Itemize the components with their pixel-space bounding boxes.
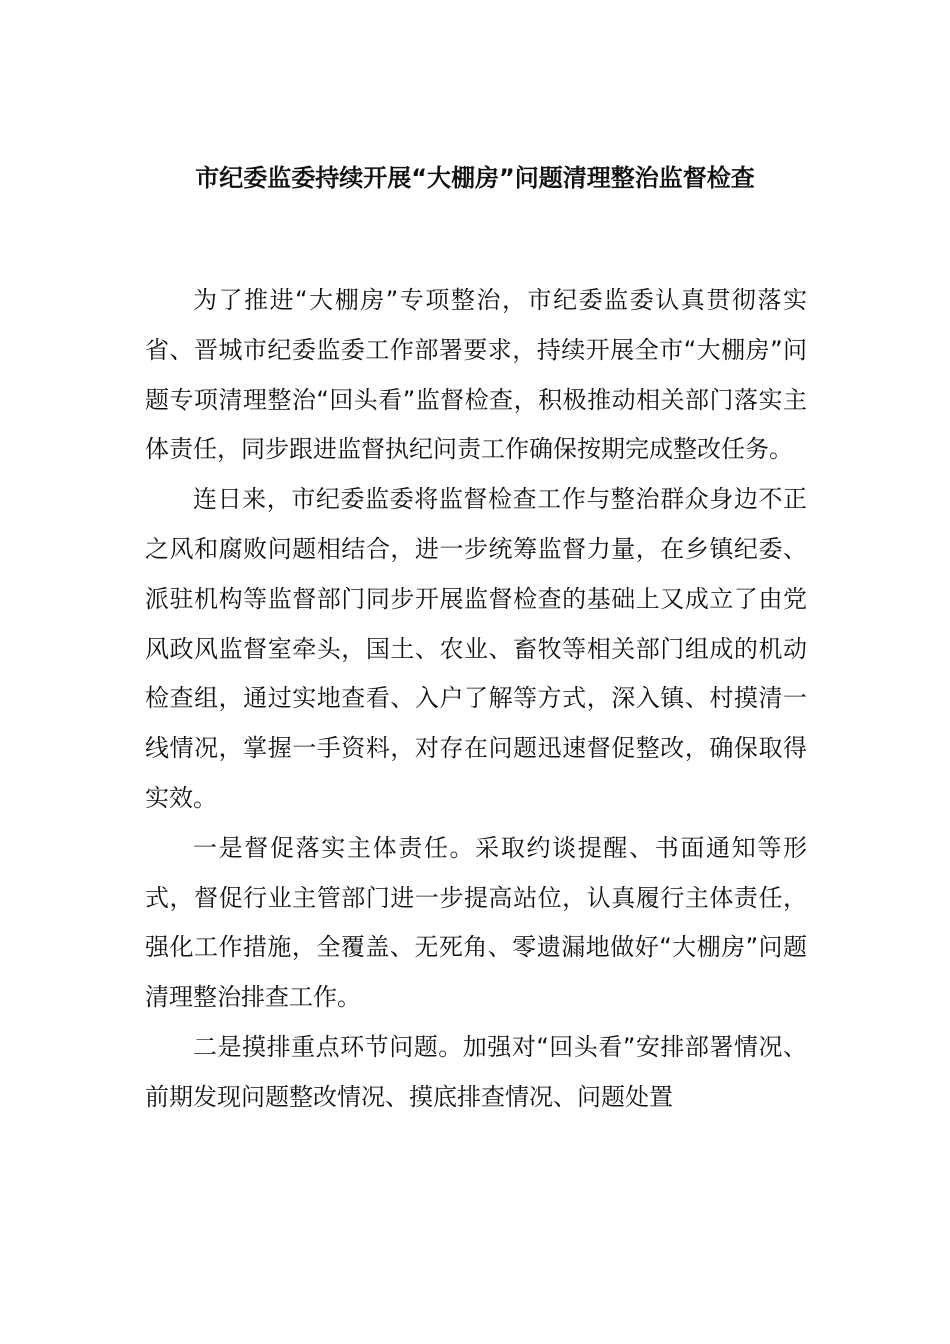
paragraph-2: 连日来，市纪委监委将监督检查工作与整治群众身边不正之风和腐败问题相结合，进一步统筹监督力量，在乡镇纪委、派驻机构等监督部门同步开展监督检查的基础上又成立了由党风政风监督室牵头，国土、农业、畜牧等相关部门组成的机动检查组，通过实地查看、入户了解等方式，深入镇、村摸清一线情况，掌握一手资料，对存在问题迅速督促整改，确保取得实效。 bbox=[145, 485, 807, 812]
document-title: 市纪委监委持续开展“大棚房”问题清理整治监督检查 bbox=[195, 164, 755, 192]
document-body bbox=[145, 276, 807, 1123]
paragraph-4: 二是摸排重点环节问题。加强对“回头看”安排部署情况、前期发现问题整改情况、摸底排查情况、问题处置 bbox=[145, 1032, 807, 1111]
paragraph-1: 为了推进“大棚房”专项整治，市纪委监委认真贯彻落实省、晋城市纪委监委工作部署要求，持续开展全市“大棚房”问题专项清理整治“回头看”监督检查，积极推动相关部门落实主体责任，同步跟进监督执纪问责工作确保按期完成整改任务。 bbox=[145, 286, 807, 464]
paragraph-3: 一是督促落实主体责任。采取约谈提醒、书面通知等形式，督促行业主管部门进一步提高站位，认真履行主体责任，强化工作措施，全覆盖、无死角、零遗漏地做好“大棚房”问题清理整治排查工作。 bbox=[145, 833, 807, 1012]
